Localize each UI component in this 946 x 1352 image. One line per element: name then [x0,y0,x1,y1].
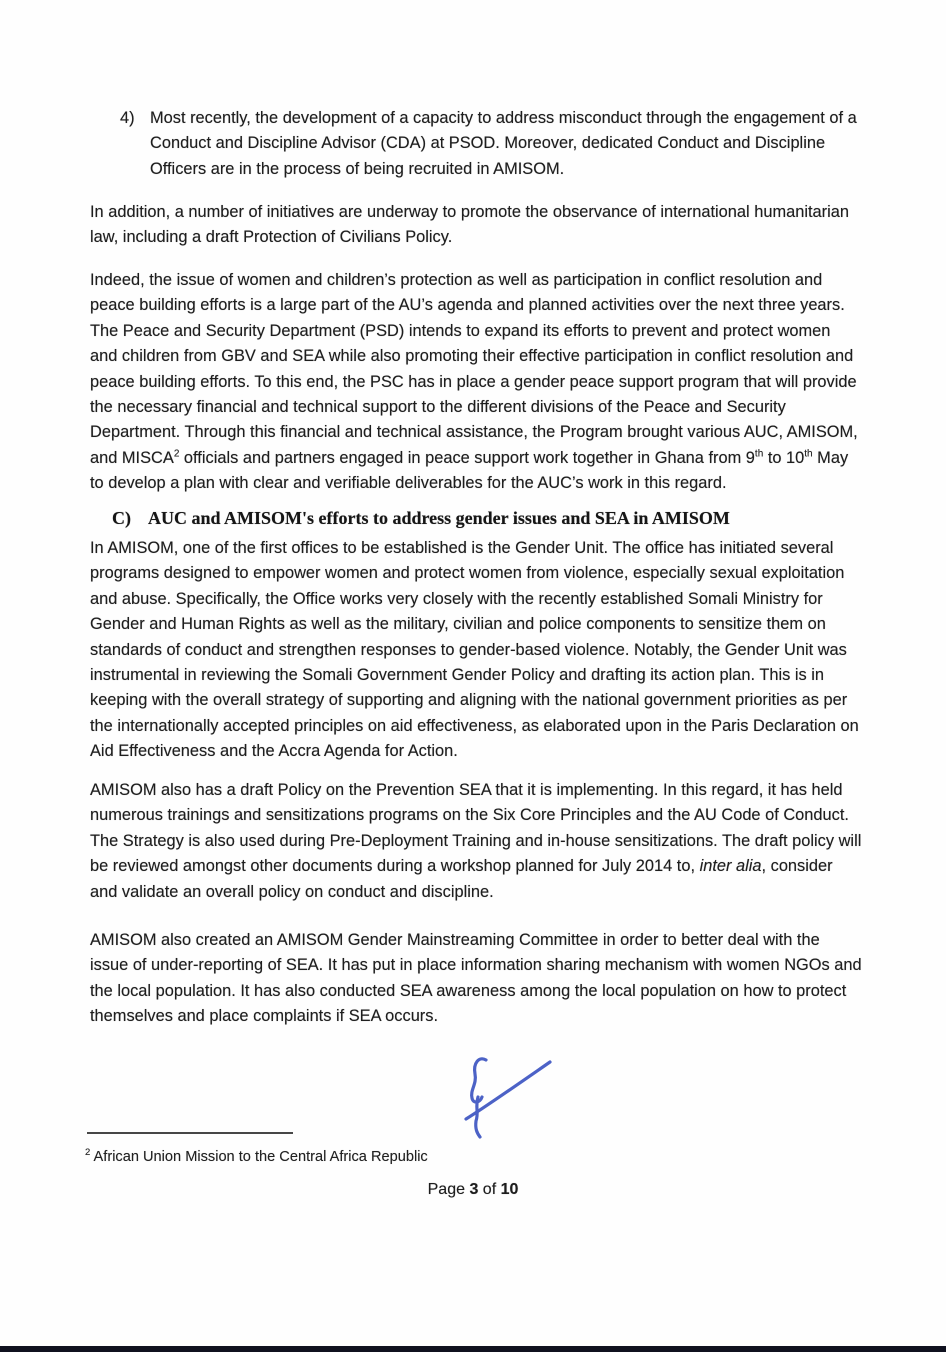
ordinal-superscript: th [804,448,813,460]
paragraph-draft-policy [90,778,862,905]
signature-stroke [472,1059,486,1102]
italic-phrase: inter alia [699,857,762,876]
section-heading-text: AUC and AMISOM's efforts to address gender issues and SEA in AMISOM [148,508,730,528]
paragraph-segment: , consider and validate an overall policy on conduct and discipline. [90,857,833,901]
footnote-reference-superscript: 2 [173,448,180,460]
handwritten-signature [462,1050,560,1144]
footnote-marker: 2 [85,1147,91,1159]
footer-page-number: 3 [469,1181,479,1198]
paragraph-segment: to 10 [763,448,805,467]
paragraph-mainstreaming-committee: AMISOM also created an AMISOM Gender Mainstreaming Committee in order to better deal with the issue of under-reporting of SEA. It has put in place information sharing mechanism with women NGOs and the local population. It has also conducted SEA awareness among the local population on how to protect themselves and place complaints if SEA occurs. [90,931,862,1026]
list-item-number: 4) [120,109,135,127]
footer-page-label: Page [427,1181,470,1198]
list-item-text: Most recently, the development of a capacity to address misconduct through the engagement of a Conduct and Discipline Advisor (CDA) at PSOD. Moreover, dedicated Conduct and Discipline Officers are in the process of being recruited in AMISOM. [150,109,857,178]
section-heading-c [112,508,852,529]
paragraph-segment: officials and partners engaged in peace support work together in Ghana from 9 [179,448,755,467]
paragraph-initiatives: In addition, a number of initiatives are underway to promote the observance of international humanitarian law, including a draft Protection of Civilians Policy. [90,203,849,247]
page-footer [0,1181,946,1199]
footer-total-pages: 10 [500,1181,519,1198]
ordinal-superscript: th [754,448,764,460]
paragraph-segment: AMISOM also has a draft Policy on the Prevention SEA that it is implementing. In this regard, it has held numerous trainings and sensitizations programs on the Six Core Principles and the AU Code of Conduct. The Strategy is also used during Pre-Deployment Training and in-house sensitizations. The draft policy will be reviewed amongst other documents during a workshop planned for July 2014 to, [90,781,862,876]
signature-stroke [466,1062,550,1119]
paragraph-segment: Indeed, the issue of women and children’s protection as well as participation in conflict resolution and peace building efforts is a large part of the AU’s agenda and planned activities over the next three years. The Peace and Security Department (PSD) intends to expand its efforts to prevent and protect women and children from GBV and SEA while also promoting their effective participation in conflict resolution and peace building efforts. To this end, the PSC has in place a gender peace support program that will provide the necessary financial and technical support to the different divisions of the Peace and Security Department. Through this financial and technical assistance, the Program brought various AUC, AMISOM, and MISCA [90,271,858,467]
paragraph-gender-unit: In AMISOM, one of the first offices to be established is the Gender Unit. The office has initiated several programs designed to empower women and protect women from violence, especially sexual exploitation and abuse. Specifically, the Office works very closely with the recently established Somali Ministry for Gender and Human Rights as well as the military, civilian and police components to sensitize them on standards of conduct and strengthen responses to gender-based violence. Notably, the Gender Unit was instrumental in reviewing the Somali Government Gender Policy and drafting its action plan. This is in keeping with the overall strategy of supporting and aligning with the national government priorities as per the internationally accepted principles on aid effectiveness, as elaborated upon in the Paris Declaration on Aid Effectiveness and the Accra Agenda for Action. [90,539,859,761]
footnote [85,1146,428,1168]
paragraph-segment: May to develop a plan with clear and verifiable deliverables for the AUC’s work in this regard. [90,448,849,493]
signature-stroke [476,1097,480,1137]
footnote-separator-line [87,1132,293,1134]
bottom-edge-bar [0,1346,946,1352]
list-item-4 [120,106,860,182]
footer-of-label: of [478,1181,501,1198]
footnote-text: African Union Mission to the Central Africa Republic [90,1149,428,1165]
paragraph-women-children-protection [90,268,860,497]
section-heading-label: C) [112,508,131,528]
